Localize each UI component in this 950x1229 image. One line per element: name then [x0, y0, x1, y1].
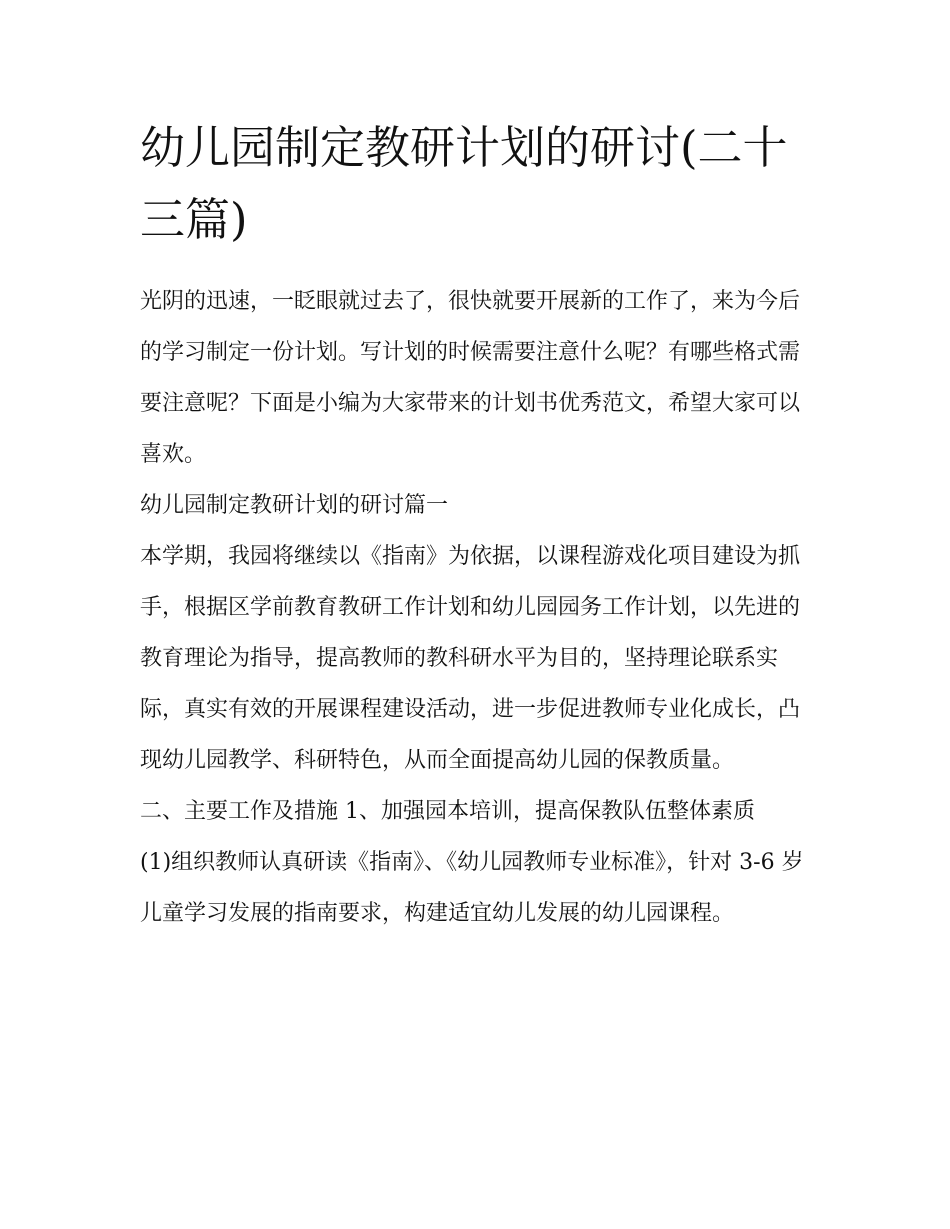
body-paragraph: 本学期，我园将继续以《指南》为依据，以课程游戏化项目建设为抓手，根据区学前教育教研工作计划和幼儿园园务工作计划，以先进的教育理论为指导，提高教师的教科研水平为目的，坚持理论联系实际，真实有效的开展课程建设活动，进一步促进教师专业化成长，凸现幼儿园教学、科研特色，从而全面提高幼儿园的保教质量。 — [140, 544, 801, 773]
intro-paragraph: 光阴的迅速，一眨眼就过去了，很快就要开展新的工作了，来为今后的学习制定一份计划。写计划的时候需要注意什么呢？有哪些格式需要注意呢？下面是小编为大家带来的计划书优秀范文，希望大家可以喜欢。 — [140, 289, 801, 467]
section-heading: 幼儿园制定教研计划的研讨篇一 — [140, 493, 449, 518]
document-content — [140, 112, 816, 939]
document-title: 幼儿园制定教研计划的研讨(二十三篇) — [140, 121, 788, 246]
work-measures-heading: 二、主要工作及措施 1、加强园本培训，提高保教队伍整体素质 — [140, 799, 755, 824]
list-item-paragraph: (1)组织教师认真研读《指南》、《幼儿园教师专业标准》，针对 3-6 岁儿童学习发展的指南要求，构建适宜幼儿发展的幼儿园课程。 — [140, 850, 804, 926]
